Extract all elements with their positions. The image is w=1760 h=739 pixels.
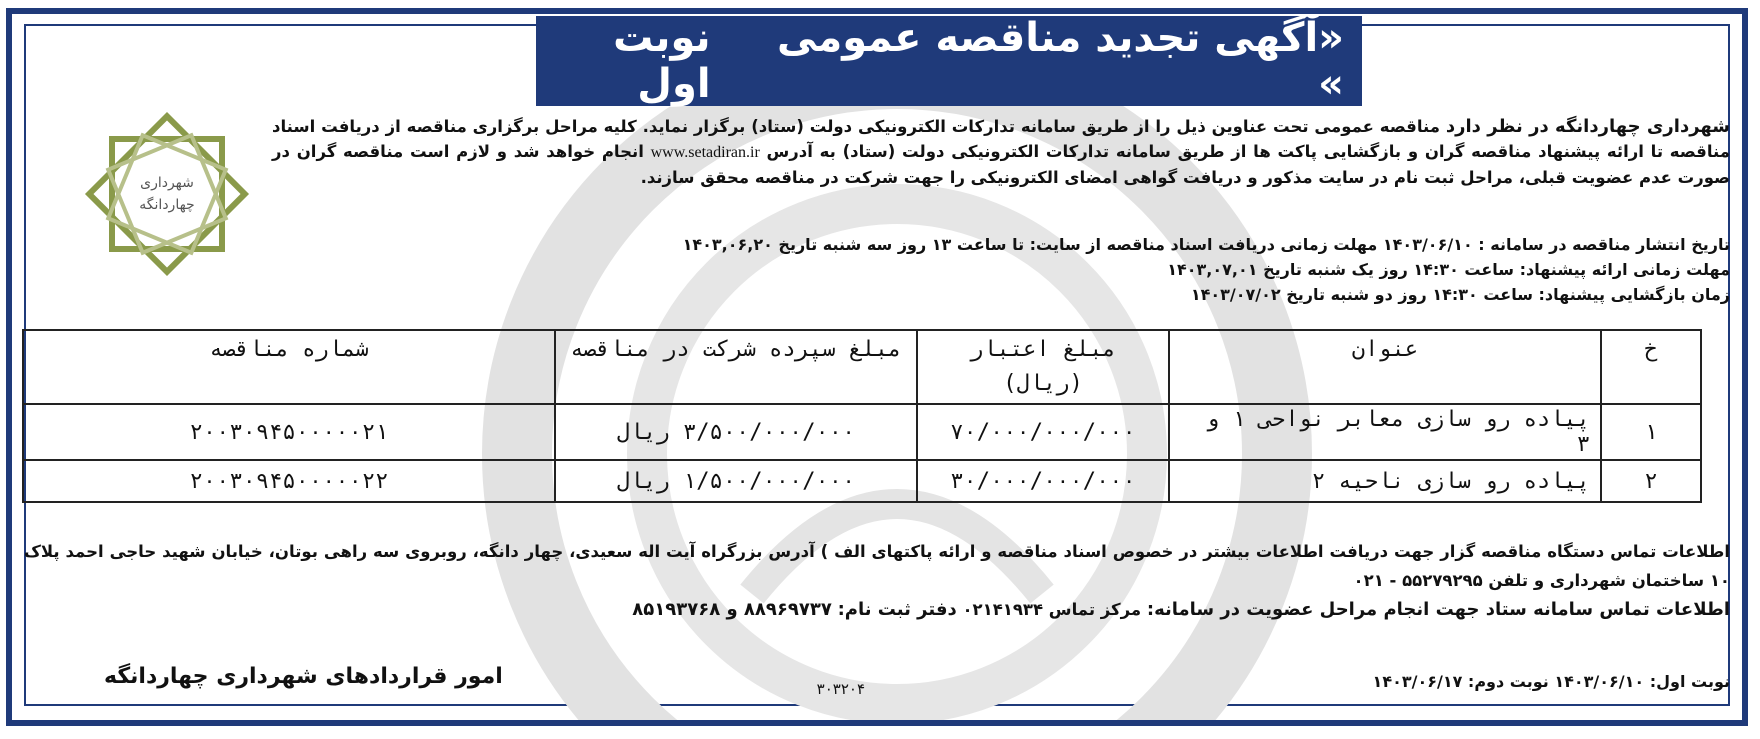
setad-contact-line	[24, 595, 1730, 624]
registration-office-numbers: ۸۸۹۶۹۷۳۷ و ۸۵۱۹۳۷۶۸	[632, 599, 832, 620]
intro-paragraph	[272, 114, 1730, 190]
row-title: پیاده رو سازی معابر نواحی ۱ و ۳	[1169, 404, 1601, 460]
row-tender-number: ۲۰۰۳۰۹۴۵۰۰۰۰۰۲۲	[23, 460, 555, 502]
notice-turn: نوبت اول	[613, 15, 711, 107]
row-credit: ۳۰/۰۰۰/۰۰۰/۰۰۰	[917, 460, 1169, 502]
publish-date-line: تاریخ انتشار مناقصه در سامانه : ۱۴۰۳/۰۶/۱۰ مهلت زمانی دریافت اسناد مناقصه از سایت: تا ساعت ۱۳ روز سه شنبه تاریخ ۱۴۰۳,۰۶,۲۰	[682, 235, 1730, 254]
header-row-no: خ	[1601, 330, 1701, 404]
submit-deadline-line: مهلت زمانی ارائه پیشنهاد: ساعت ۱۴:۳۰ روز یک شنبه تاریخ ۱۴۰۳,۰۷,۰۱	[1167, 260, 1730, 279]
logo-text-2: چهاردانگه	[139, 197, 195, 213]
row-credit: ۷۰/۰۰۰/۰۰۰/۰۰۰	[917, 404, 1169, 460]
header-deposit: مبلغ سپرده شرکت در مناقصه	[555, 330, 917, 404]
row-no: ۱	[1601, 404, 1701, 460]
header-tender-number: شماره مناقصه	[23, 330, 555, 404]
row-deposit: ۳/۵۰۰/۰۰۰/۰۰۰ ریال	[555, 404, 917, 460]
header-credit: مبلغ اعتبار (ریال)	[917, 330, 1169, 404]
registration-office-label: دفتر ثبت نام:	[837, 599, 957, 620]
municipality-logo	[52, 109, 282, 294]
opening-time-line: زمان بازگشایی پیشنهاد: ساعت ۱۴:۳۰ روز دو شنبه تاریخ ۱۴۰۳/۰۷/۰۲	[1190, 285, 1730, 304]
notice-footer	[24, 664, 1730, 704]
notice-title: «آگهی تجدید مناقصه عمومی »	[777, 15, 1344, 107]
notice-frame	[6, 8, 1748, 726]
contracts-office: امور قراردادهای شهرداری چهاردانگه	[104, 664, 503, 689]
contact-address: اطلاعات تماس دستگاه مناقصه گزار جهت دریافت اطلاعات بیشتر در خصوص اسناد مناقصه و ارائه پاکتهای الف ) آدرس بزرگراه آیت اله سعیدی، چهار دانگه، روبروی سه راهی بوتان، خیابان شهید حاجی احمد پلاک ۱۰ ساختمان شهرداری و تلفن ۵۵۲۷۹۲۹۵ - ۰۲۱	[24, 542, 1730, 590]
ad-code: ۳۰۳۲۰۴	[816, 680, 865, 698]
notice-title-bar	[536, 16, 1344, 106]
tender-table-header	[23, 330, 1701, 404]
row-tender-number: ۲۰۰۳۰۹۴۵۰۰۰۰۰۲۱	[23, 404, 555, 460]
row-deposit: ۱/۵۰۰/۰۰۰/۰۰۰ ریال	[555, 460, 917, 502]
table-row	[23, 404, 1701, 460]
tender-table	[22, 329, 1702, 503]
intro-text-2: انجام خواهد شد و لازم است مناقصه گران در صورت عدم عضویت قبلی، مراحل ثبت نام در سایت مذکور و دریافت گواهی امضای الکترونیکی را جهت شرکت در مناقصه محقق سازند.	[272, 142, 1730, 187]
table-row	[23, 460, 1701, 502]
header-title: عنوان	[1169, 330, 1601, 404]
setad-website-link[interactable]: www.setadiran.ir	[650, 144, 760, 161]
intro-text-1: مناقصه عمومی تحت عناوین ذیل را از طریق سامانه تدارکات الکترونیکی دولت (ستاد) برگزار نماید. کلیه مراحل برگزاری مناقصه از دریافت اسناد مناقصه تا ارائه پیشنهاد مناقصه گران و بازگشایی پاکت ها از طریق سامانه تدارکات الکترونیکی دولت (ستاد) به آدرس	[272, 117, 1730, 161]
contact-block	[24, 537, 1730, 624]
setad-contact-label: اطلاعات تماس سامانه ستاد جهت انجام مراحل عضویت در سامانه:	[1146, 599, 1730, 620]
setad-call-center: مرکز تماس ۰۲۱۴۱۹۳۴	[962, 600, 1142, 619]
row-no: ۲	[1601, 460, 1701, 502]
dates-block	[572, 232, 1730, 307]
row-title: پیاده رو سازی ناحیه ۲	[1169, 460, 1601, 502]
logo-text-1: شهرداری	[140, 175, 194, 191]
publication-turns: نوبت اول: ۱۴۰۳/۰۶/۱۰ نوبت دوم: ۱۴۰۳/۰۶/۱۷	[1372, 672, 1730, 691]
intro-lead: شهرداری چهاردانگه در نظر دارد	[1445, 116, 1730, 137]
